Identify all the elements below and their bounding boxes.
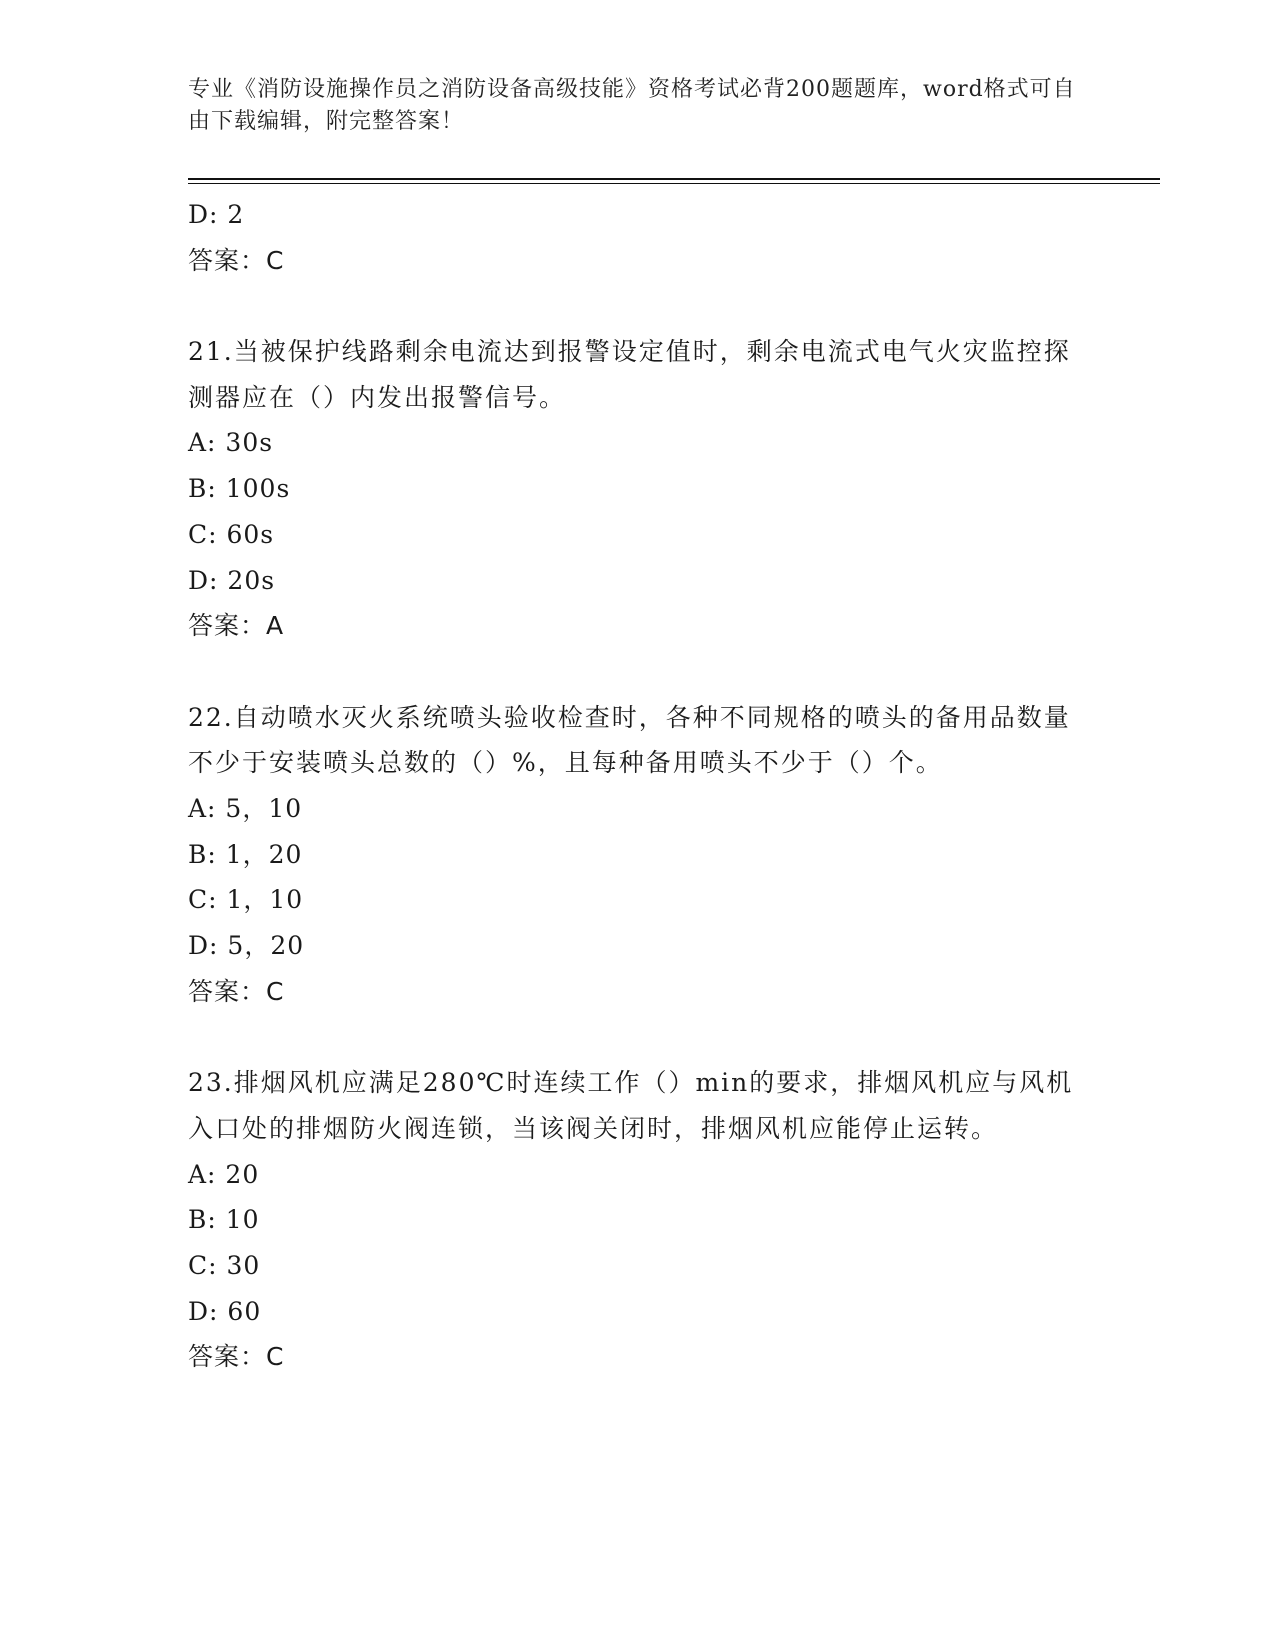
header-divider-thin <box>188 183 1160 184</box>
option-c: C: 30 <box>188 1250 261 1280</box>
option-a: A: 30s <box>188 428 274 458</box>
option-b: B: 100s <box>188 474 291 504</box>
option-c: C: 60s <box>188 519 275 549</box>
option-a: A: 5，10 <box>188 794 303 823</box>
answer: 答案：A <box>188 611 285 641</box>
document-header: 专业《消防设施操作员之消防设备高级技能》资格考试必背200题题库，word格式可自由下载编辑，附完整答案！ <box>188 77 1076 134</box>
question-22 <box>188 695 1088 1015</box>
question-21 <box>188 329 1088 649</box>
option-d: D: 5，20 <box>188 931 305 961</box>
option-c: C: 1，10 <box>188 885 304 915</box>
prev-question-answer: 答案：C <box>188 245 285 275</box>
option-d: D: 60 <box>188 1296 262 1326</box>
question-text: 22.自动喷水灭火系统喷头验收检查时，各种不同规格的喷头的备用品数量不少于安装喷头总数的（）%，且每种备用喷头不少于（）个。 <box>188 702 1071 778</box>
answer: 答案：C <box>188 1342 285 1372</box>
option-b: B: 1，20 <box>188 839 303 869</box>
header-divider-thick <box>188 178 1160 180</box>
answer: 答案：C <box>188 976 285 1006</box>
prev-question-option-d: D: 2 <box>188 200 245 229</box>
question-23 <box>188 1060 1088 1380</box>
option-b: B: 10 <box>188 1205 260 1235</box>
question-text: 21.当被保护线路剩余电流达到报警设定值时，剩余电流式电气火灾监控探测器应在（）内发出报警信号。 <box>188 337 1071 412</box>
question-text: 23.排烟风机应满足280℃时连续工作（）min的要求，排烟风机应与风机入口处的排烟防火阀连锁，当该阀关闭时，排烟风机应能停止运转。 <box>188 1068 1074 1143</box>
option-a: A: 20 <box>188 1159 260 1189</box>
question-list <box>188 192 1088 1380</box>
option-d: D: 20s <box>188 565 276 595</box>
